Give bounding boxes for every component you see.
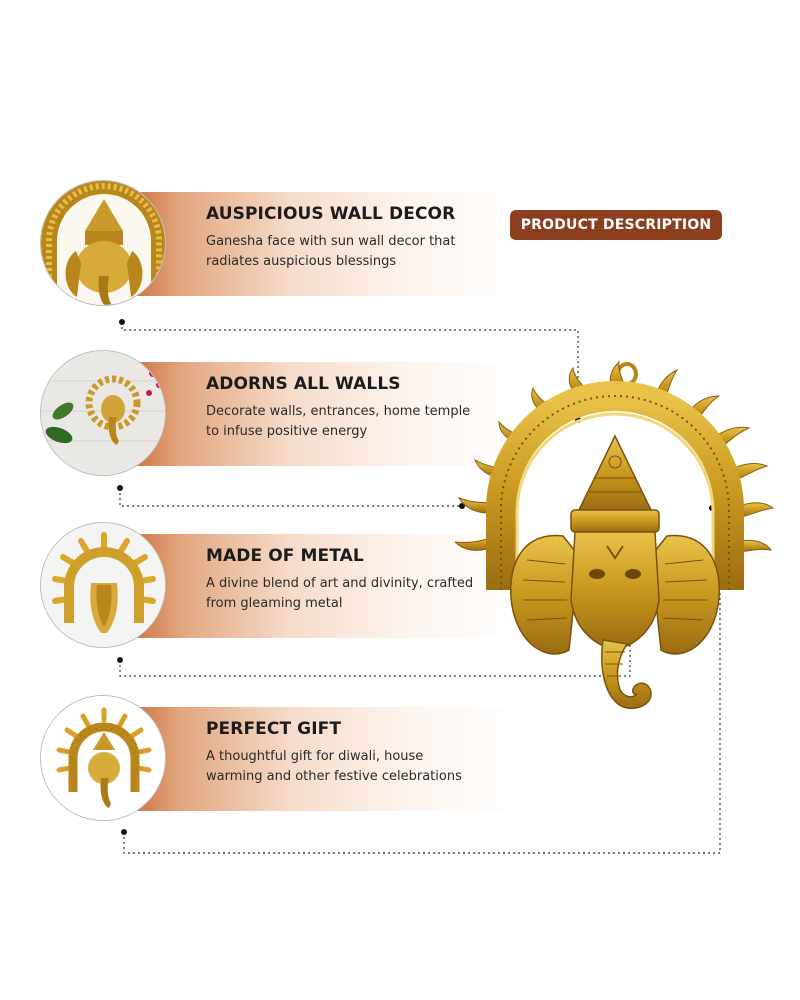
feature-description: Ganesha face with sun wall decor that radiates auspicious blessings (206, 234, 456, 269)
ganesha-wall-scene-image (40, 350, 166, 476)
feature-title: ADORNS ALL WALLS (206, 374, 401, 394)
feature-title: PERFECT GIFT (206, 719, 342, 739)
feature-adorns-all-walls (40, 350, 480, 480)
product-description-badge: PRODUCT DESCRIPTION (510, 210, 722, 240)
feature-title: AUSPICIOUS WALL DECOR (206, 204, 456, 224)
feature-description: A thoughtful gift for diwali, house warming and other festive celebrations (206, 749, 462, 784)
feature-description: A divine blend of art and divinity, crafted from gleaming metal (206, 576, 474, 611)
connector-dot (117, 485, 123, 491)
feature-auspicious-wall-decor (40, 180, 480, 310)
feature-made-of-metal (40, 522, 480, 652)
connector-dot (117, 657, 123, 663)
feature-title: MADE OF METAL (206, 546, 364, 566)
feature-description: Decorate walls, entrances, home temple to infuse positive energy (206, 404, 471, 439)
feature-perfect-gift (40, 695, 480, 825)
ganesha-gift-image (40, 695, 166, 821)
connector-dot (119, 319, 125, 325)
connector-dot (121, 829, 127, 835)
ganesha-back-view-image (40, 522, 166, 648)
ganesha-sun-wall-decor-image (455, 360, 775, 720)
ganesha-closeup-image (40, 180, 166, 306)
